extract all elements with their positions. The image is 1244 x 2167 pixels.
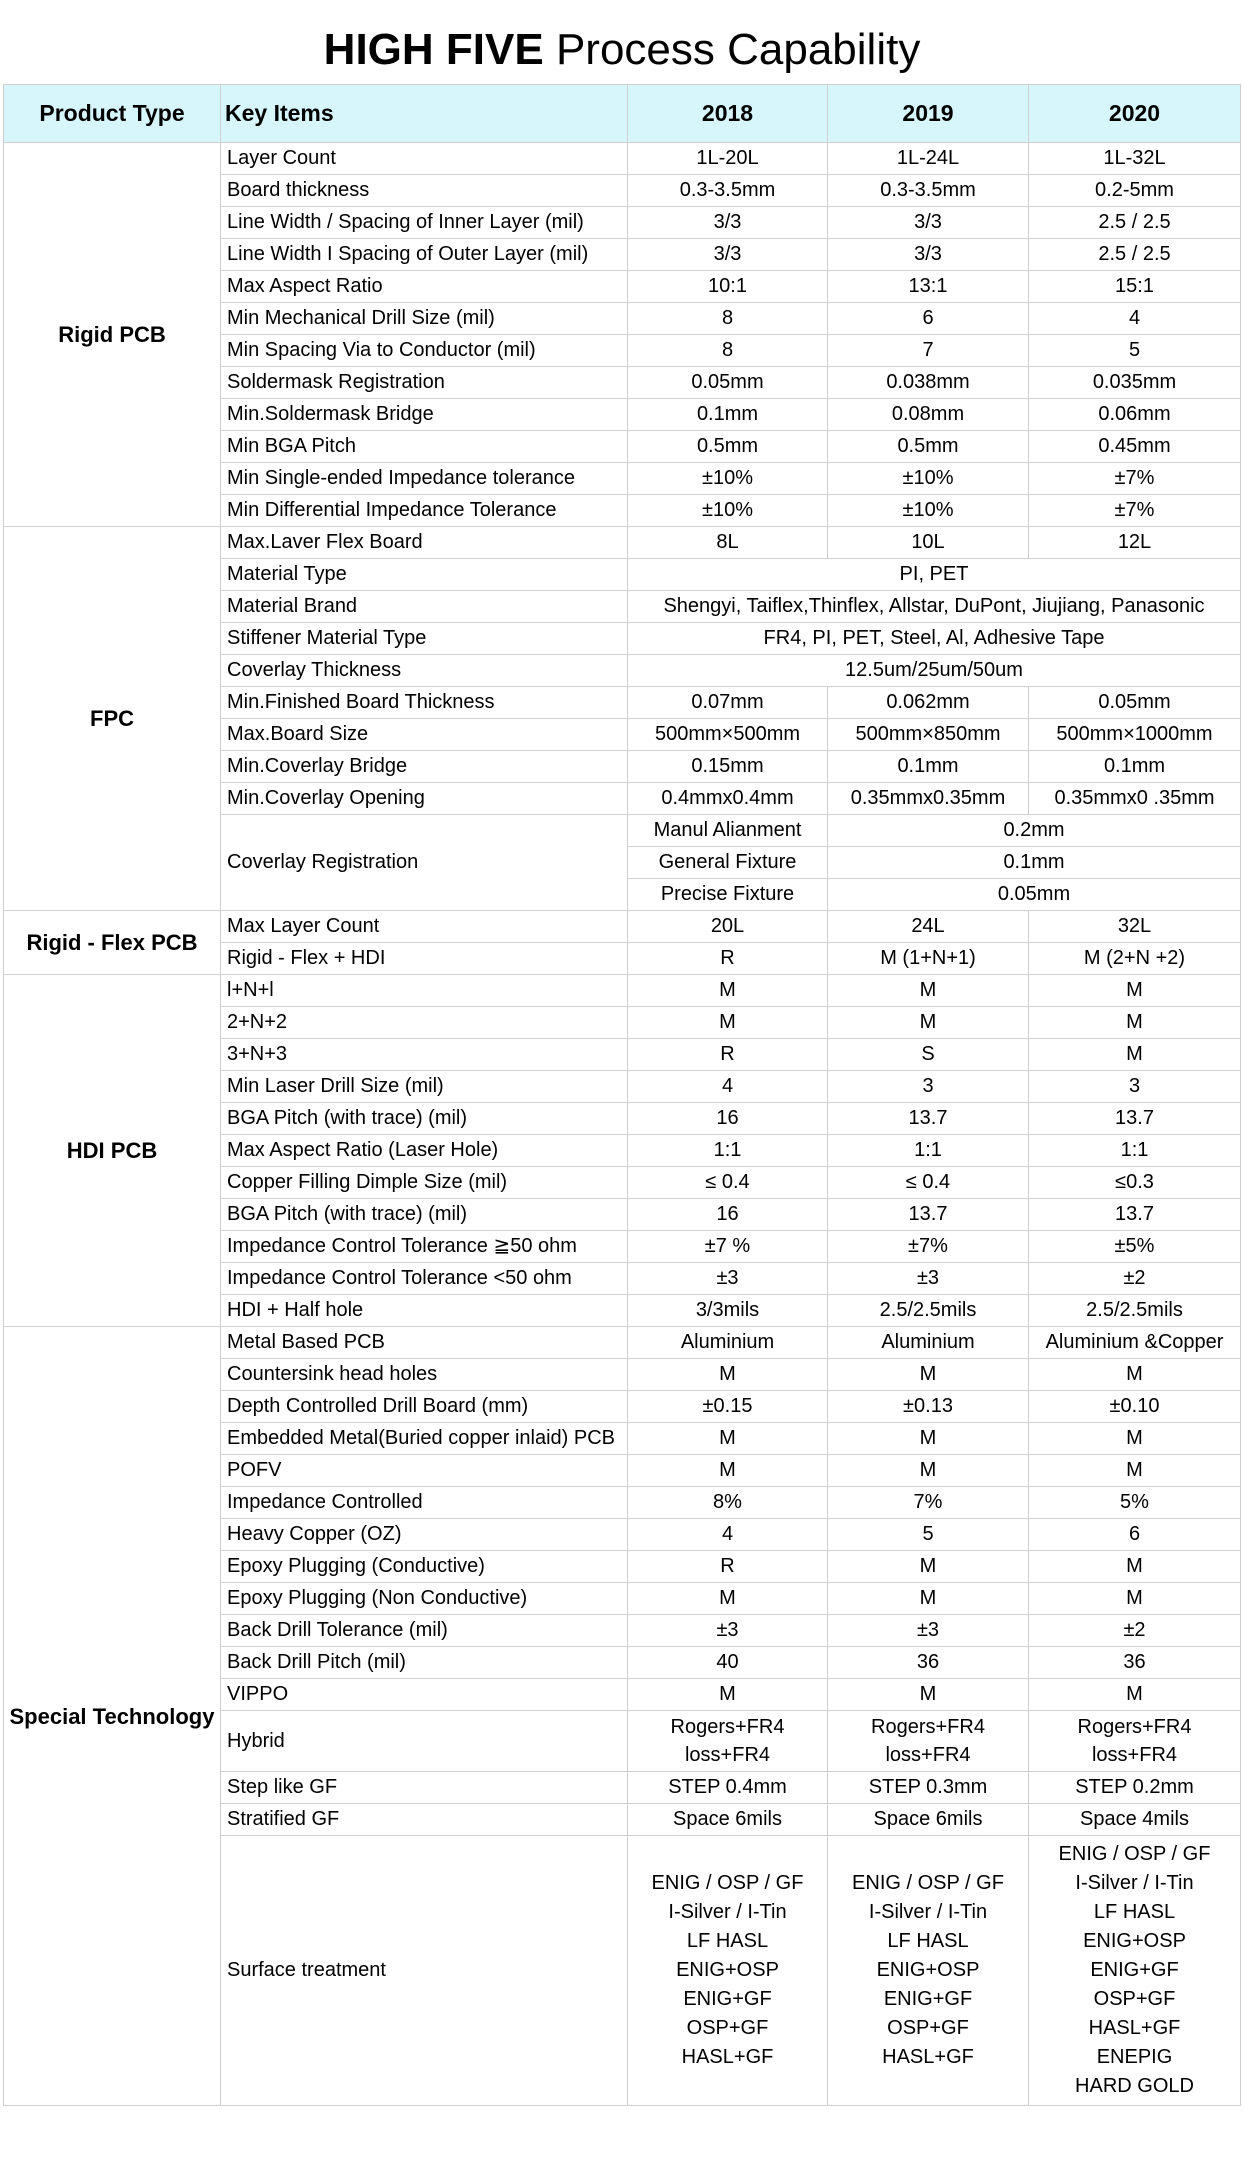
value-line: ENIG+GF xyxy=(883,1988,973,2010)
value-cell-multiline xyxy=(1029,1836,1241,2106)
value-cell: M xyxy=(1029,1359,1241,1391)
value-line: loss+FR4 xyxy=(684,1744,771,1766)
value-cell: ±3 xyxy=(828,1615,1029,1647)
value-cell: ±7% xyxy=(1029,463,1241,495)
value-cell: Space 6mils xyxy=(828,1804,1029,1836)
value-cell: 3/3 xyxy=(828,239,1029,271)
value-line: OSP+GF xyxy=(887,2017,969,2039)
value-cell: Aluminium &Copper xyxy=(1029,1327,1241,1359)
value-cell: S xyxy=(828,1039,1029,1071)
page-title xyxy=(0,20,1244,80)
key-item: Min Single-ended Impedance tolerance xyxy=(221,463,628,495)
key-item: Coverlay Thickness xyxy=(221,655,628,687)
value-cell: ±10% xyxy=(828,495,1029,527)
value-cell: 0.35mmx0 .35mm xyxy=(1029,783,1241,815)
value-cell: ±10% xyxy=(628,463,828,495)
value-cell: 32L xyxy=(1029,911,1241,943)
product-type-rigidflex: Rigid - Flex PCB xyxy=(4,911,221,975)
product-type-hdi: HDI PCB xyxy=(4,975,221,1327)
value-cell: 500mm×1000mm xyxy=(1029,719,1241,751)
value-cell: 1L-20L xyxy=(628,143,828,175)
value-cell: M xyxy=(628,1583,828,1615)
value-cell: 16 xyxy=(628,1103,828,1135)
value-cell: 0.45mm xyxy=(1029,431,1241,463)
key-item: Embedded Metal(Buried copper inlaid) PCB xyxy=(221,1423,628,1455)
key-item: Min.Soldermask Bridge xyxy=(221,399,628,431)
value-cell: STEP 0.2mm xyxy=(1029,1772,1241,1804)
value-cell: 3 xyxy=(1029,1071,1241,1103)
value-cell: 1:1 xyxy=(828,1135,1029,1167)
value-cell: ±10% xyxy=(828,463,1029,495)
value-cell: ±3 xyxy=(828,1263,1029,1295)
value-cell: M (1+N+1) xyxy=(828,943,1029,975)
value-cell: R xyxy=(628,943,828,975)
key-item: Min.Coverlay Bridge xyxy=(221,751,628,783)
value-cell: 0.4mmx0.4mm xyxy=(628,783,828,815)
key-item: VIPPO xyxy=(221,1679,628,1711)
value-cell: 20L xyxy=(628,911,828,943)
header-2019: 2019 xyxy=(828,85,1029,143)
value-cell: 0.1mm xyxy=(628,399,828,431)
key-item: Back Drill Tolerance (mil) xyxy=(221,1615,628,1647)
value-line: ENIG / OSP / GF xyxy=(651,1872,804,1894)
value-cell: M xyxy=(1029,1455,1241,1487)
key-item: Max.Laver Flex Board xyxy=(221,527,628,559)
value-cell: 0.35mmx0.35mm xyxy=(828,783,1029,815)
value-cell: 0.1mm xyxy=(1029,751,1241,783)
value-cell-merged: Shengyi, Taiflex,Thinflex, Allstar, DuPont, Jiujiang, Panasonic xyxy=(628,591,1241,623)
value-cell: 13.7 xyxy=(828,1199,1029,1231)
product-type-rigid: Rigid PCB xyxy=(4,143,221,527)
value-cell: 2.5 / 2.5 xyxy=(1029,239,1241,271)
key-item: Max.Board Size xyxy=(221,719,628,751)
key-item: Min.Finished Board Thickness xyxy=(221,687,628,719)
key-item: Epoxy Plugging (Conductive) xyxy=(221,1551,628,1583)
value-cell: 0.05mm xyxy=(1029,687,1241,719)
value-line: OSP+GF xyxy=(686,2017,769,2039)
key-item: Material Brand xyxy=(221,591,628,623)
value-cell: M xyxy=(628,1679,828,1711)
value-cell-merged: 0.2mm xyxy=(828,815,1241,847)
key-item: Max Aspect Ratio (Laser Hole) xyxy=(221,1135,628,1167)
value-cell: M xyxy=(828,1423,1029,1455)
value-cell: 13.7 xyxy=(828,1103,1029,1135)
value-cell-multiline xyxy=(828,1836,1029,2106)
header-2018: 2018 xyxy=(628,85,828,143)
value-cell: ±0.10 xyxy=(1029,1391,1241,1423)
value-cell: M xyxy=(828,1679,1029,1711)
value-cell: 0.2-5mm xyxy=(1029,175,1241,207)
value-cell: M xyxy=(628,1359,828,1391)
value-line: OSP+GF xyxy=(1093,1988,1176,2010)
value-cell: 10:1 xyxy=(628,271,828,303)
value-cell: 2.5 / 2.5 xyxy=(1029,207,1241,239)
key-item: Rigid - Flex + HDI xyxy=(221,943,628,975)
table-body xyxy=(4,143,1241,2106)
value-cell: M xyxy=(1029,1583,1241,1615)
value-cell: ±3 xyxy=(628,1263,828,1295)
value-cell: 24L xyxy=(828,911,1029,943)
value-line: HASL+GF xyxy=(882,2046,974,2068)
value-cell: 0.035mm xyxy=(1029,367,1241,399)
value-cell: 15:1 xyxy=(1029,271,1241,303)
key-item: Impedance Control Tolerance <50 ohm xyxy=(221,1263,628,1295)
registration-method: Manul Alianment xyxy=(628,815,828,847)
value-cell: M xyxy=(1029,1679,1241,1711)
table-row xyxy=(4,143,1241,175)
value-cell: ±5% xyxy=(1029,1231,1241,1263)
header-key-items: Key Items xyxy=(221,85,628,143)
value-cell: 10L xyxy=(828,527,1029,559)
value-cell: 4 xyxy=(628,1071,828,1103)
value-line: ENIG / OSP / GF xyxy=(1058,1843,1211,1865)
key-item: Soldermask Registration xyxy=(221,367,628,399)
value-cell: 2.5/2.5mils xyxy=(1029,1295,1241,1327)
value-cell: 3/3 xyxy=(828,207,1029,239)
value-cell-merged: 0.1mm xyxy=(828,847,1241,879)
key-item: Impedance Control Tolerance ≧50 ohm xyxy=(221,1231,628,1263)
value-cell: 3 xyxy=(828,1071,1029,1103)
value-line: Rogers+FR4 xyxy=(871,1716,985,1738)
value-cell: Space 6mils xyxy=(628,1804,828,1836)
value-line: ENIG / OSP / GF xyxy=(852,1872,1004,1894)
value-cell: 7 xyxy=(828,335,1029,367)
title-brand: HIGH FIVE xyxy=(323,25,544,74)
value-cell: ≤0.3 xyxy=(1029,1167,1241,1199)
value-line: I-Silver / I-Tin xyxy=(668,1901,787,1923)
value-cell: 5 xyxy=(1029,335,1241,367)
value-cell: ±0.15 xyxy=(628,1391,828,1423)
value-cell: 6 xyxy=(828,303,1029,335)
value-cell: ±2 xyxy=(1029,1615,1241,1647)
value-cell: 40 xyxy=(628,1647,828,1679)
value-cell: 2.5/2.5mils xyxy=(828,1295,1029,1327)
table-row xyxy=(4,527,1241,559)
value-cell: 0.062mm xyxy=(828,687,1029,719)
value-line: ENIG+OSP xyxy=(1083,1930,1186,1952)
value-cell: 0.15mm xyxy=(628,751,828,783)
value-cell: 0.5mm xyxy=(828,431,1029,463)
value-cell: 0.05mm xyxy=(628,367,828,399)
key-item: Epoxy Plugging (Non Conductive) xyxy=(221,1583,628,1615)
capability-table xyxy=(3,84,1241,2106)
value-cell: 0.07mm xyxy=(628,687,828,719)
value-line: HARD GOLD xyxy=(1075,2075,1194,2097)
key-item: BGA Pitch (with trace) (mil) xyxy=(221,1199,628,1231)
value-cell: M xyxy=(1029,975,1241,1007)
value-cell: ±10% xyxy=(628,495,828,527)
value-cell: 36 xyxy=(1029,1647,1241,1679)
value-cell: M xyxy=(828,1455,1029,1487)
value-cell: 500mm×850mm xyxy=(828,719,1029,751)
value-cell: 8% xyxy=(628,1487,828,1519)
value-cell: 0.3-3.5mm xyxy=(628,175,828,207)
header-row xyxy=(4,85,1241,143)
value-cell: ≤ 0.4 xyxy=(628,1167,828,1199)
value-cell: 4 xyxy=(1029,303,1241,335)
value-cell: M (2+N +2) xyxy=(1029,943,1241,975)
key-item: Min BGA Pitch xyxy=(221,431,628,463)
value-cell-merged: FR4, PI, PET, Steel, Al, Adhesive Tape xyxy=(628,623,1241,655)
value-cell-multiline xyxy=(628,1711,828,1772)
value-line: I-Silver / I-Tin xyxy=(1075,1872,1194,1894)
value-cell: ±0.13 xyxy=(828,1391,1029,1423)
value-cell: 8L xyxy=(628,527,828,559)
value-cell: M xyxy=(628,1007,828,1039)
key-item: Material Type xyxy=(221,559,628,591)
table-row xyxy=(4,1327,1241,1359)
value-cell: 0.3-3.5mm xyxy=(828,175,1029,207)
key-item: Line Width I Spacing of Outer Layer (mil) xyxy=(221,239,628,271)
value-cell: ≤ 0.4 xyxy=(828,1167,1029,1199)
value-cell: M xyxy=(828,1007,1029,1039)
key-item: l+N+l xyxy=(221,975,628,1007)
value-cell: 1L-32L xyxy=(1029,143,1241,175)
value-cell: M xyxy=(828,1551,1029,1583)
key-item: Countersink head holes xyxy=(221,1359,628,1391)
value-cell-multiline xyxy=(628,1836,828,2106)
registration-method: Precise Fixture xyxy=(628,879,828,911)
key-item: 2+N+2 xyxy=(221,1007,628,1039)
value-line: Rogers+FR4 xyxy=(670,1716,785,1738)
value-cell: M xyxy=(1029,1039,1241,1071)
value-cell: 0.5mm xyxy=(628,431,828,463)
value-cell: 8 xyxy=(628,303,828,335)
value-cell: 36 xyxy=(828,1647,1029,1679)
table-row xyxy=(4,911,1241,943)
key-item: Board thickness xyxy=(221,175,628,207)
value-line: loss+FR4 xyxy=(885,1744,971,1766)
key-item: HDI + Half hole xyxy=(221,1295,628,1327)
key-item: Depth Controlled Drill Board (mm) xyxy=(221,1391,628,1423)
value-cell: R xyxy=(628,1039,828,1071)
value-cell: 6 xyxy=(1029,1519,1241,1551)
key-item: Layer Count xyxy=(221,143,628,175)
header-product-type: Product Type xyxy=(4,85,221,143)
value-line: ENIG+OSP xyxy=(876,1959,980,1981)
value-cell: M xyxy=(828,975,1029,1007)
value-cell: 13.7 xyxy=(1029,1103,1241,1135)
key-item: Impedance Controlled xyxy=(221,1487,628,1519)
value-cell-multiline xyxy=(828,1711,1029,1772)
value-line: ENIG+GF xyxy=(683,1988,772,2010)
value-cell: ±2 xyxy=(1029,1263,1241,1295)
key-item: Stiffener Material Type xyxy=(221,623,628,655)
value-cell: 13.7 xyxy=(1029,1199,1241,1231)
value-cell: 0.038mm xyxy=(828,367,1029,399)
header-2020: 2020 xyxy=(1029,85,1241,143)
value-cell: Space 4mils xyxy=(1029,1804,1241,1836)
key-item: Max Aspect Ratio xyxy=(221,271,628,303)
key-item: Min Laser Drill Size (mil) xyxy=(221,1071,628,1103)
title-rest: Process Capability xyxy=(555,25,921,74)
value-cell: R xyxy=(628,1551,828,1583)
key-item: Min Spacing Via to Conductor (mil) xyxy=(221,335,628,367)
value-cell: ±3 xyxy=(628,1615,828,1647)
value-cell: 4 xyxy=(628,1519,828,1551)
key-item: POFV xyxy=(221,1455,628,1487)
value-cell: ±7 % xyxy=(628,1231,828,1263)
key-item: Heavy Copper (OZ) xyxy=(221,1519,628,1551)
value-cell: 1L-24L xyxy=(828,143,1029,175)
key-item: Max Layer Count xyxy=(221,911,628,943)
value-cell: 0.06mm xyxy=(1029,399,1241,431)
key-item: Surface treatment xyxy=(221,1836,628,2106)
registration-method: General Fixture xyxy=(628,847,828,879)
key-item: Min Mechanical Drill Size (mil) xyxy=(221,303,628,335)
key-item: Step like GF xyxy=(221,1772,628,1804)
value-cell-multiline xyxy=(1029,1711,1241,1772)
value-cell-merged: PI, PET xyxy=(628,559,1241,591)
table-row xyxy=(4,975,1241,1007)
value-cell: M xyxy=(828,1583,1029,1615)
key-item: Hybrid xyxy=(221,1711,628,1772)
value-cell: Aluminium xyxy=(628,1327,828,1359)
key-item: Line Width / Spacing of Inner Layer (mil) xyxy=(221,207,628,239)
key-item: Min.Coverlay Opening xyxy=(221,783,628,815)
value-cell: 7% xyxy=(828,1487,1029,1519)
value-line: Rogers+FR4 xyxy=(1077,1716,1192,1738)
product-type-special: Special Technology xyxy=(4,1327,221,2106)
value-cell: 13:1 xyxy=(828,271,1029,303)
value-cell: 0.1mm xyxy=(828,751,1029,783)
value-cell: 1:1 xyxy=(628,1135,828,1167)
value-cell: 16 xyxy=(628,1199,828,1231)
key-item: Stratified GF xyxy=(221,1804,628,1836)
value-cell: M xyxy=(1029,1007,1241,1039)
value-cell: M xyxy=(628,975,828,1007)
key-item: Metal Based PCB xyxy=(221,1327,628,1359)
key-item: Coverlay Registration xyxy=(221,815,628,911)
value-cell: M xyxy=(628,1423,828,1455)
value-line: HASL+GF xyxy=(681,2046,774,2068)
value-line: ENEPIG xyxy=(1096,2046,1173,2068)
value-cell: ±7% xyxy=(828,1231,1029,1263)
value-cell: 1:1 xyxy=(1029,1135,1241,1167)
value-cell: M xyxy=(828,1359,1029,1391)
value-cell: 3/3 xyxy=(628,207,828,239)
value-cell: 12L xyxy=(1029,527,1241,559)
value-line: ENIG+GF xyxy=(1090,1959,1179,1981)
value-cell: 3/3mils xyxy=(628,1295,828,1327)
value-cell-merged: 0.05mm xyxy=(828,879,1241,911)
key-item: Min Differential Impedance Tolerance xyxy=(221,495,628,527)
value-line: ENIG+OSP xyxy=(676,1959,779,1981)
value-cell: ±7% xyxy=(1029,495,1241,527)
value-cell: 0.08mm xyxy=(828,399,1029,431)
value-line: LF HASL xyxy=(1093,1901,1176,1923)
key-item: Back Drill Pitch (mil) xyxy=(221,1647,628,1679)
value-line: HASL+GF xyxy=(1088,2017,1181,2039)
product-type-fpc: FPC xyxy=(4,527,221,911)
key-item: 3+N+3 xyxy=(221,1039,628,1071)
value-cell: M xyxy=(1029,1423,1241,1455)
value-cell: STEP 0.4mm xyxy=(628,1772,828,1804)
value-line: loss+FR4 xyxy=(1091,1744,1178,1766)
value-cell: Aluminium xyxy=(828,1327,1029,1359)
key-item: BGA Pitch (with trace) (mil) xyxy=(221,1103,628,1135)
value-cell: 500mm×500mm xyxy=(628,719,828,751)
value-cell: 8 xyxy=(628,335,828,367)
key-item: Copper Filling Dimple Size (mil) xyxy=(221,1167,628,1199)
value-line: LF HASL xyxy=(686,1930,769,1952)
value-line: LF HASL xyxy=(887,1930,969,1952)
value-cell: M xyxy=(628,1455,828,1487)
value-cell: 5 xyxy=(828,1519,1029,1551)
value-cell: M xyxy=(1029,1551,1241,1583)
value-cell: 3/3 xyxy=(628,239,828,271)
value-cell-merged: 12.5um/25um/50um xyxy=(628,655,1241,687)
value-line: I-Silver / I-Tin xyxy=(868,1901,988,1923)
value-cell: STEP 0.3mm xyxy=(828,1772,1029,1804)
value-cell: 5% xyxy=(1029,1487,1241,1519)
